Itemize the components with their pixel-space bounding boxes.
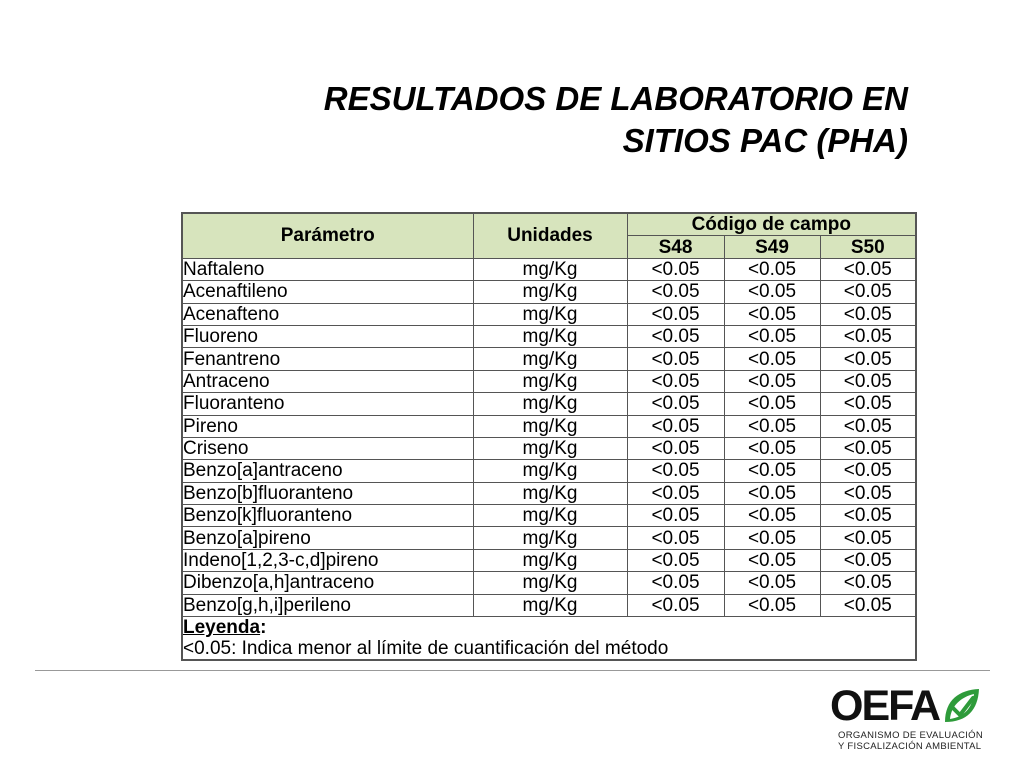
- table-row: [182, 370, 916, 392]
- cell-s50: <0.05: [820, 572, 916, 594]
- logo-subtitle-1: ORGANISMO DE EVALUACIÓN: [838, 730, 984, 741]
- cell-unidades: mg/Kg: [473, 460, 627, 482]
- cell-s49: <0.05: [724, 258, 820, 280]
- cell-parametro: Indeno[1,2,3-c,d]pireno: [182, 549, 473, 571]
- cell-parametro: Benzo[k]fluoranteno: [182, 505, 473, 527]
- cell-unidades: mg/Kg: [473, 370, 627, 392]
- cell-s48: <0.05: [627, 505, 724, 527]
- cell-s50: <0.05: [820, 348, 916, 370]
- legend-colon: :: [260, 617, 267, 639]
- cell-s49: <0.05: [724, 348, 820, 370]
- cell-s48: <0.05: [627, 393, 724, 415]
- cell-s50: <0.05: [820, 437, 916, 459]
- cell-s48: <0.05: [627, 258, 724, 280]
- table-body: [182, 258, 916, 616]
- table-row: [182, 393, 916, 415]
- cell-unidades: mg/Kg: [473, 482, 627, 504]
- table-row: [182, 325, 916, 347]
- cell-parametro: Antraceno: [182, 370, 473, 392]
- cell-s50: <0.05: [820, 460, 916, 482]
- cell-s50: <0.05: [820, 325, 916, 347]
- cell-s49: <0.05: [724, 460, 820, 482]
- cell-parametro: Fenantreno: [182, 348, 473, 370]
- cell-parametro: Fluoreno: [182, 325, 473, 347]
- table-row: [182, 258, 916, 280]
- legend-label: Leyenda: [183, 617, 261, 639]
- cell-s48: <0.05: [627, 527, 724, 549]
- cell-unidades: mg/Kg: [473, 303, 627, 325]
- table-row: [182, 415, 916, 437]
- legend: [182, 617, 916, 661]
- legend-text: <0.05: Indica menor al límite de cuantificación del método: [183, 638, 669, 660]
- footer-divider: [35, 670, 990, 671]
- cell-parametro: Fluoranteno: [182, 393, 473, 415]
- cell-s49: <0.05: [724, 437, 820, 459]
- cell-s49: <0.05: [724, 325, 820, 347]
- cell-s50: <0.05: [820, 393, 916, 415]
- header-s48: S48: [627, 236, 724, 258]
- cell-s48: <0.05: [627, 549, 724, 571]
- cell-s49: <0.05: [724, 415, 820, 437]
- cell-parametro: Acenaftileno: [182, 281, 473, 303]
- cell-parametro: Benzo[a]antraceno: [182, 460, 473, 482]
- cell-s48: <0.05: [627, 482, 724, 504]
- cell-unidades: mg/Kg: [473, 527, 627, 549]
- cell-s49: <0.05: [724, 370, 820, 392]
- header-s50: S50: [820, 236, 916, 258]
- table-row: [182, 572, 916, 594]
- cell-unidades: mg/Kg: [473, 393, 627, 415]
- header-s49: S49: [724, 236, 820, 258]
- cell-parametro: Criseno: [182, 437, 473, 459]
- title-line-2: SITIOS PAC (PHA): [622, 122, 908, 159]
- cell-unidades: mg/Kg: [473, 415, 627, 437]
- cell-unidades: mg/Kg: [473, 594, 627, 616]
- cell-parametro: Acenafteno: [182, 303, 473, 325]
- logo-subtitle-2: Y FISCALIZACIÓN AMBIENTAL: [838, 741, 982, 752]
- cell-s49: <0.05: [724, 572, 820, 594]
- cell-s49: <0.05: [724, 482, 820, 504]
- table-row: [182, 549, 916, 571]
- cell-s49: <0.05: [724, 527, 820, 549]
- cell-s50: <0.05: [820, 303, 916, 325]
- table-row: [182, 303, 916, 325]
- cell-s48: <0.05: [627, 460, 724, 482]
- cell-s49: <0.05: [724, 594, 820, 616]
- table-row: [182, 437, 916, 459]
- cell-parametro: Benzo[b]fluoranteno: [182, 482, 473, 504]
- cell-s48: <0.05: [627, 281, 724, 303]
- cell-s50: <0.05: [820, 527, 916, 549]
- cell-unidades: mg/Kg: [473, 325, 627, 347]
- table-row: [182, 482, 916, 504]
- cell-unidades: mg/Kg: [473, 348, 627, 370]
- header-unidades: Unidades: [473, 213, 627, 258]
- header-codigo-de-campo: Código de campo: [627, 213, 916, 236]
- cell-parametro: Dibenzo[a,h]antraceno: [182, 572, 473, 594]
- table-row: [182, 348, 916, 370]
- cell-unidades: mg/Kg: [473, 437, 627, 459]
- oefa-logo: [830, 682, 995, 752]
- cell-s49: <0.05: [724, 505, 820, 527]
- cell-s50: <0.05: [820, 415, 916, 437]
- results-table: [181, 212, 917, 661]
- table-row: [182, 527, 916, 549]
- cell-s48: <0.05: [627, 348, 724, 370]
- cell-unidades: mg/Kg: [473, 505, 627, 527]
- cell-s48: <0.05: [627, 594, 724, 616]
- cell-unidades: mg/Kg: [473, 281, 627, 303]
- cell-s48: <0.05: [627, 303, 724, 325]
- page-title: [324, 78, 908, 162]
- cell-parametro: Naftaleno: [182, 258, 473, 280]
- cell-unidades: mg/Kg: [473, 549, 627, 571]
- cell-s49: <0.05: [724, 393, 820, 415]
- cell-s50: <0.05: [820, 370, 916, 392]
- table-row: [182, 460, 916, 482]
- cell-s49: <0.05: [724, 549, 820, 571]
- cell-s49: <0.05: [724, 281, 820, 303]
- cell-unidades: mg/Kg: [473, 258, 627, 280]
- table-row: [182, 594, 916, 616]
- title-line-1: RESULTADOS DE LABORATORIO EN: [323, 80, 908, 117]
- cell-parametro: Benzo[g,h,i]perileno: [182, 594, 473, 616]
- cell-s50: <0.05: [820, 549, 916, 571]
- header-parametro: Parámetro: [182, 213, 473, 258]
- leaf-check-icon: [941, 686, 981, 726]
- cell-unidades: mg/Kg: [473, 572, 627, 594]
- cell-s50: <0.05: [820, 482, 916, 504]
- table-row: [182, 281, 916, 303]
- logo-word: OEFA: [830, 682, 940, 730]
- cell-s48: <0.05: [627, 325, 724, 347]
- cell-s50: <0.05: [820, 281, 916, 303]
- cell-s50: <0.05: [820, 594, 916, 616]
- cell-s48: <0.05: [627, 370, 724, 392]
- cell-parametro: Benzo[a]pireno: [182, 527, 473, 549]
- cell-s50: <0.05: [820, 258, 916, 280]
- cell-s48: <0.05: [627, 437, 724, 459]
- table-row: [182, 505, 916, 527]
- cell-s48: <0.05: [627, 415, 724, 437]
- cell-parametro: Pireno: [182, 415, 473, 437]
- cell-s50: <0.05: [820, 505, 916, 527]
- cell-s48: <0.05: [627, 572, 724, 594]
- cell-s49: <0.05: [724, 303, 820, 325]
